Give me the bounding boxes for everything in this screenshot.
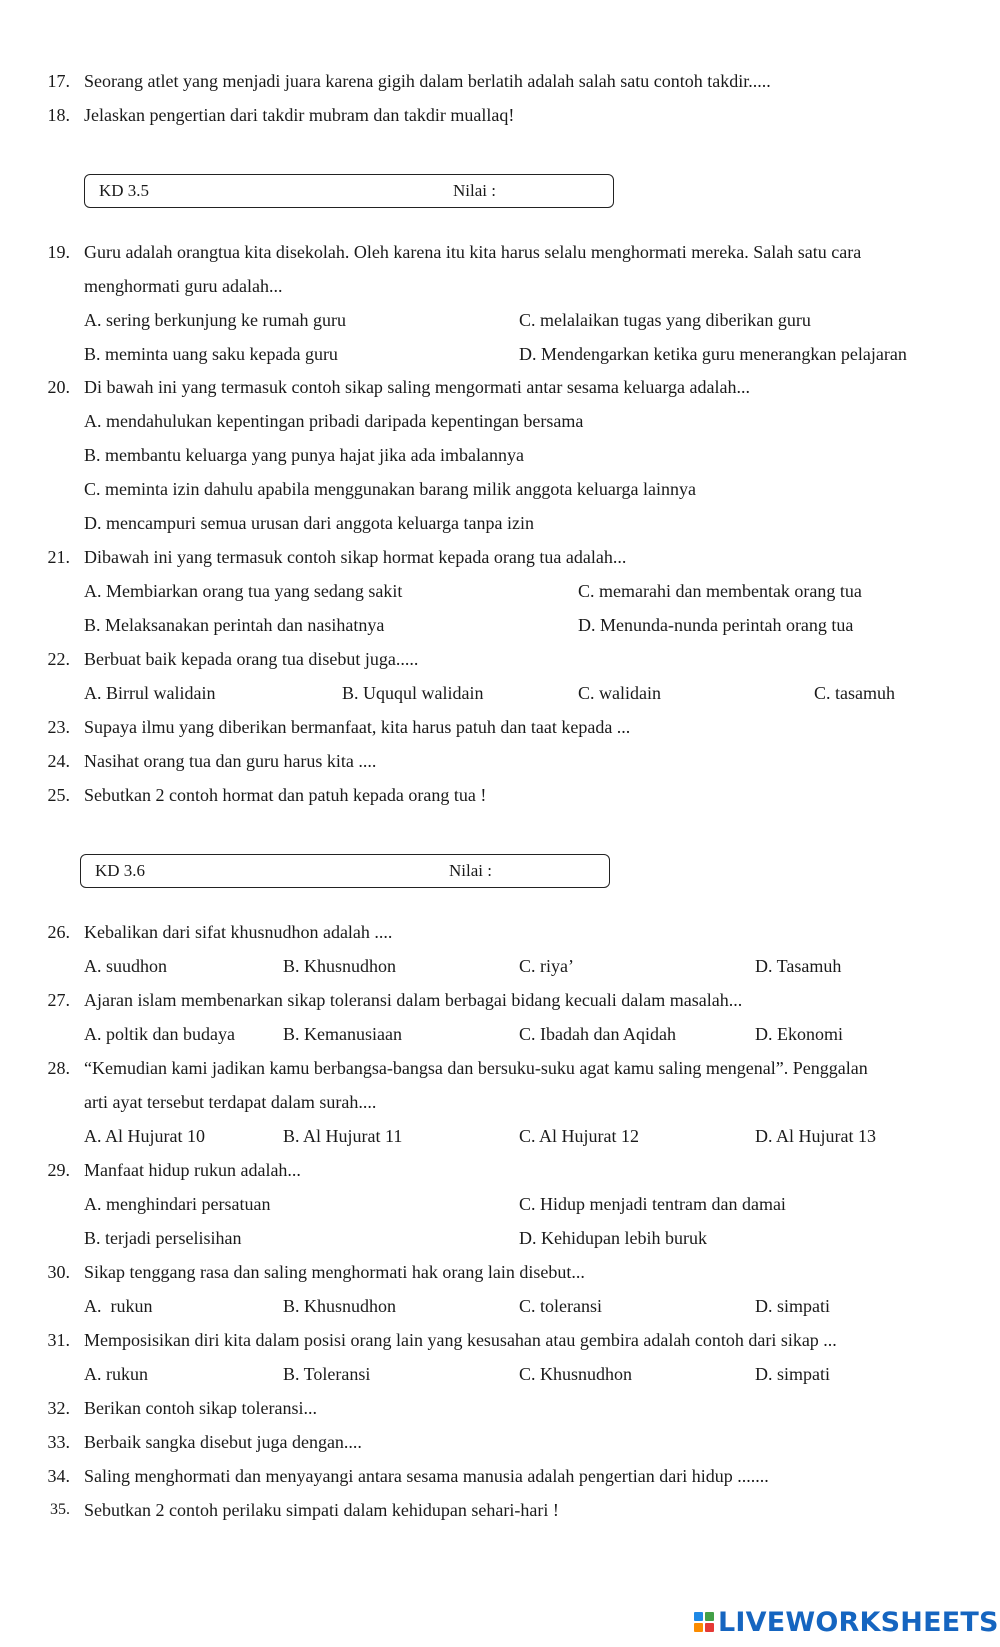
question-22-option-b[interactable]: B. Uququl walidain xyxy=(342,683,484,703)
question-20-option-a[interactable]: A. mendahulukan kepentingan pribadi daripada kepentingan bersama xyxy=(84,411,584,431)
question-30-option-a[interactable]: A. rukun xyxy=(84,1296,153,1316)
question-26-text: Kebalikan dari sifat khusnudhon adalah .... xyxy=(84,922,393,942)
question-29-option-b[interactable]: B. terjadi perselisihan xyxy=(84,1228,242,1248)
question-29-number: 29. xyxy=(47,1160,70,1180)
question-27-number: 27. xyxy=(47,990,70,1010)
question-26-option-d[interactable]: D. Tasamuh xyxy=(755,956,842,976)
question-21-option-a[interactable]: A. Membiarkan orang tua yang sedang sakit xyxy=(84,581,403,601)
question-20-text: Di bawah ini yang termasuk contoh sikap saling mengormati antar sesama keluarga adalah... xyxy=(84,377,750,397)
question-18-text: Jelaskan pengertian dari takdir mubram dan takdir muallaq! xyxy=(84,105,515,125)
question-19-option-d[interactable]: D. Mendengarkan ketika guru menerangkan pelajaran xyxy=(519,344,907,364)
question-22-option-c[interactable]: C. walidain xyxy=(578,683,661,703)
question-23-text: Supaya ilmu yang diberikan bermanfaat, kita harus patuh dan taat kepada ... xyxy=(84,717,631,737)
question-30-text: Sikap tenggang rasa dan saling menghormati hak orang lain disebut... xyxy=(84,1262,585,1282)
question-34-text: Saling menghormati dan menyayangi antara sesama manusia adalah pengertian dari hidup ....... xyxy=(84,1466,769,1486)
kd-3-6-label: KD 3.6 xyxy=(95,861,146,880)
question-22-option-a[interactable]: A. Birrul walidain xyxy=(84,683,216,703)
question-31-number: 31. xyxy=(47,1330,70,1350)
kd-3-5-nilai-label: Nilai : xyxy=(453,181,496,200)
question-19-option-b[interactable]: B. meminta uang saku kepada guru xyxy=(84,344,338,364)
question-17-text: Seorang atlet yang menjadi juara karena gigih dalam berlatih adalah salah satu contoh takdir..... xyxy=(84,71,771,91)
kd-3-5-label: KD 3.5 xyxy=(99,181,150,200)
question-30-option-d[interactable]: D. simpati xyxy=(755,1296,830,1316)
question-31-option-b[interactable]: B. Toleransi xyxy=(283,1364,371,1384)
question-29-option-d[interactable]: D. Kehidupan lebih buruk xyxy=(519,1228,707,1248)
question-22-text: Berbuat baik kepada orang tua disebut juga..... xyxy=(84,649,419,669)
question-26-option-a[interactable]: A. suudhon xyxy=(84,956,168,976)
question-24-number: 24. xyxy=(47,751,70,771)
question-25-text: Sebutkan 2 contoh hormat dan patuh kepada orang tua ! xyxy=(84,785,487,805)
question-33-text: Berbaik sangka disebut juga dengan.... xyxy=(84,1432,362,1452)
question-32-number: 32. xyxy=(47,1398,70,1418)
kd-3-6-nilai-label: Nilai : xyxy=(449,861,492,880)
question-25-number: 25. xyxy=(47,785,70,805)
question-21-number: 21. xyxy=(47,547,70,567)
kd-3-6-score-box xyxy=(80,854,610,888)
question-17-number: 17. xyxy=(47,71,70,91)
question-28-option-a[interactable]: A. Al Hujurat 10 xyxy=(84,1126,205,1146)
question-28-text-line1: “Kemudian kami jadikan kamu berbangsa-bangsa dan bersuku-suku agat kamu saling mengenal”. Penggalan xyxy=(84,1058,868,1078)
liveworksheets-logo-icon xyxy=(694,1612,714,1632)
question-19-text-line2: menghormati guru adalah... xyxy=(84,276,283,296)
question-21-option-c[interactable]: C. memarahi dan membentak orang tua xyxy=(578,581,862,601)
question-27-option-b[interactable]: B. Kemanusiaan xyxy=(283,1024,402,1044)
question-31-option-d[interactable]: D. simpati xyxy=(755,1364,830,1384)
question-28-option-c[interactable]: C. Al Hujurat 12 xyxy=(519,1126,639,1146)
question-30-option-b[interactable]: B. Khusnudhon xyxy=(283,1296,397,1316)
question-28-option-b[interactable]: B. Al Hujurat 11 xyxy=(283,1126,403,1146)
question-27-option-a[interactable]: A. poltik dan budaya xyxy=(84,1024,235,1044)
question-28-text-line2: arti ayat tersebut terdapat dalam surah.... xyxy=(84,1092,377,1112)
question-22-option-d[interactable]: C. tasamuh xyxy=(814,683,895,703)
question-26-option-b[interactable]: B. Khusnudhon xyxy=(283,956,397,976)
question-19-option-a[interactable]: A. sering berkunjung ke rumah guru xyxy=(84,310,346,330)
kd-3-5-score-box xyxy=(84,174,614,208)
question-24-text: Nasihat orang tua dan guru harus kita .... xyxy=(84,751,377,771)
question-29-text: Manfaat hidup rukun adalah... xyxy=(84,1160,301,1180)
question-30-option-c[interactable]: C. toleransi xyxy=(519,1296,602,1316)
question-31-option-c[interactable]: C. Khusnudhon xyxy=(519,1364,633,1384)
question-32-text: Berikan contoh sikap toleransi... xyxy=(84,1398,317,1418)
question-19-text-line1: Guru adalah orangtua kita disekolah. Oleh karena itu kita harus selalu menghormati mereka. Salah satu cara xyxy=(84,242,862,262)
question-23-number: 23. xyxy=(47,717,70,737)
question-20-option-d[interactable]: D. mencampuri semua urusan dari anggota keluarga tanpa izin xyxy=(84,513,535,533)
question-21-option-d[interactable]: D. Menunda-nunda perintah orang tua xyxy=(578,615,854,635)
question-26-number: 26. xyxy=(47,922,70,942)
question-27-option-c[interactable]: C. Ibadah dan Aqidah xyxy=(519,1024,676,1044)
question-35-text: Sebutkan 2 contoh perilaku simpati dalam kehidupan sehari-hari ! xyxy=(84,1500,559,1520)
question-30-number: 30. xyxy=(47,1262,70,1282)
question-22-number: 22. xyxy=(47,649,70,669)
question-20-option-b[interactable]: B. membantu keluarga yang punya hajat jika ada imbalannya xyxy=(84,445,525,465)
question-29-option-c[interactable]: C. Hidup menjadi tentram dan damai xyxy=(519,1194,786,1214)
liveworksheets-logo[interactable] xyxy=(694,1606,999,1638)
question-21-option-b[interactable]: B. Melaksanakan perintah dan nasihatnya xyxy=(84,615,385,635)
question-31-text: Memposisikan diri kita dalam posisi orang lain yang kesusahan atau gembira adalah contoh dari sikap ... xyxy=(84,1330,837,1350)
question-28-number: 28. xyxy=(47,1058,70,1078)
question-19-option-c[interactable]: C. melalaikan tugas yang diberikan guru xyxy=(519,310,811,330)
question-18-number: 18. xyxy=(47,105,70,125)
question-35-number: 35. xyxy=(50,1501,70,1518)
question-34-number: 34. xyxy=(47,1466,70,1486)
question-27-option-d[interactable]: D. Ekonomi xyxy=(755,1024,843,1044)
question-28-option-d[interactable]: D. Al Hujurat 13 xyxy=(755,1126,876,1146)
question-21-text: Dibawah ini yang termasuk contoh sikap hormat kepada orang tua adalah... xyxy=(84,547,627,567)
question-20-number: 20. xyxy=(47,377,70,397)
question-27-text: Ajaran islam membenarkan sikap toleransi dalam berbagai bidang kecuali dalam masalah... xyxy=(84,990,743,1010)
question-29-option-a[interactable]: A. menghindari persatuan xyxy=(84,1194,271,1214)
question-33-number: 33. xyxy=(47,1432,70,1452)
question-19-number: 19. xyxy=(47,242,70,262)
liveworksheets-logo-text: LIVEWORKSHEETS xyxy=(718,1606,999,1638)
question-20-option-c[interactable]: C. meminta izin dahulu apabila menggunakan barang milik anggota keluarga lainnya xyxy=(84,479,696,499)
question-26-option-c[interactable]: C. riya’ xyxy=(519,956,574,976)
question-31-option-a[interactable]: A. rukun xyxy=(84,1364,148,1384)
